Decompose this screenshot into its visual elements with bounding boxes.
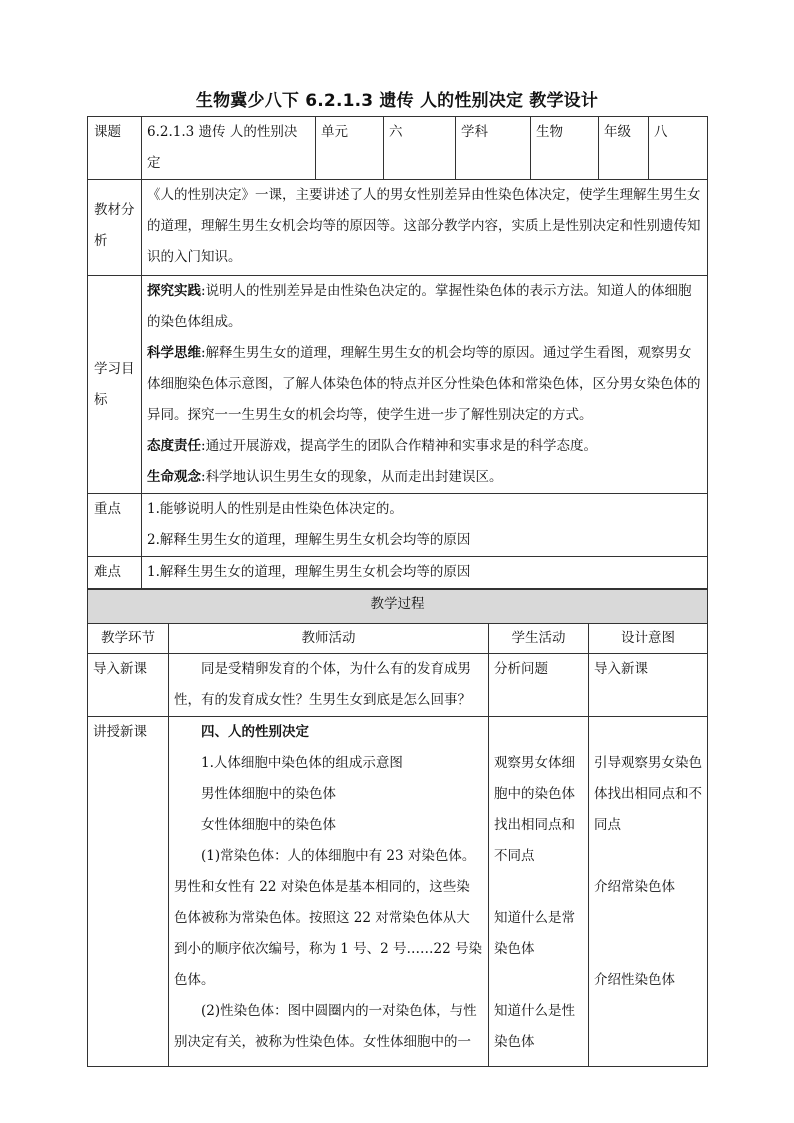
- keypoints-cell: [142, 494, 708, 557]
- stage-lecture: 讲授新课: [88, 717, 169, 1067]
- keypoint-item: 1.能够说明人的性别是由性染色体决定的。: [147, 501, 403, 517]
- lesson-info-table: [87, 116, 708, 589]
- objectives-cell: [142, 276, 708, 494]
- design-intent: 引导观察男女染色体找出相同点和不同点: [594, 755, 702, 833]
- unit-value: 六: [384, 117, 456, 180]
- teaching-process-table: [87, 589, 708, 1067]
- lecture-line: 1.人体细胞中染色体的组成示意图: [201, 755, 403, 771]
- keypoint-item: 2.解释生男生女的道理，理解生男生女机会均等的原因: [147, 532, 471, 548]
- topic-value: 6.2.1.3 遗传 人的性别决定: [142, 117, 316, 180]
- analysis-label: 教材分析: [88, 180, 142, 276]
- design-intro: 导入新课: [589, 654, 708, 717]
- student-lecture: [489, 717, 589, 1067]
- lecture-line: 男性体细胞中的染色体: [201, 786, 336, 802]
- design-intent: 介绍性染色体: [594, 972, 675, 988]
- grade-value: 八: [649, 117, 708, 180]
- student-intro: 分析问题: [489, 654, 589, 717]
- objective-item: 探究实践:说明人的性别差异是由性染色决定的。掌握性染色体的表示方法。知道人的体细胞的染色体组成。: [147, 283, 692, 330]
- objectives-label: 学习目标: [88, 276, 142, 494]
- unit-label: 单元: [316, 117, 384, 180]
- student-activity: 观察男女体细胞中的染色体找出相同点和不同点: [494, 755, 575, 864]
- design-lecture: [589, 717, 708, 1067]
- topic-label: 课题: [88, 117, 142, 180]
- subject-label: 学科: [456, 117, 531, 180]
- teacher-lecture: [169, 717, 489, 1067]
- stage-intro: 导入新课: [88, 654, 169, 717]
- lecture-heading: 四、人的性别决定: [201, 724, 309, 740]
- design-intent: 介绍常染色体: [594, 879, 675, 895]
- lecture-line: 女性体细胞中的染色体: [201, 817, 336, 833]
- lecture-paragraph: (1)常染色体：人的体细胞中有 23 对染色体。男性和女性有 22 对染色体是基本相同的，这些染色体被称为常染色体。按照这 22 对常染色体从大到小的顺序依次编号，称为 1 号、2 号……22 号染色体。: [174, 848, 483, 988]
- column-header: 教学环节: [88, 624, 169, 654]
- analysis-text: 《人的性别决定》一课，主要讲述了人的男女性别差异由性染色体决定，使学生理解生男生女的道理，理解生男生女机会均等的原因等。这部分教学内容，实质上是性别决定和性别遗传知识的入门知识。: [142, 180, 708, 276]
- column-header: 设计意图: [589, 624, 708, 654]
- objective-item: 科学思维:解释生男生女的道理，理解生男生女的机会均等的原因。通过学生看图，观察男女体细胞染色体示意图，了解人体染色体的特点并区分性染色体和常染色体，区分男女染色体的异同。探究一一生男生女的机会均等，使学生进一步了解性别决定的方式。: [147, 345, 701, 423]
- document-title: 生物冀少八下 6.2.1.3 遗传 人的性别决定 教学设计: [195, 91, 599, 111]
- difficulty-item: 1.解释生男生女的道理，理解生男生女机会均等的原因: [142, 557, 708, 589]
- subject-value: 生物: [531, 117, 599, 180]
- teacher-intro: 同是受精卵发育的个体，为什么有的发育成男性，有的发育成女性？生男生女到底是怎么回事？: [169, 654, 489, 717]
- process-header: 教学过程: [88, 590, 708, 624]
- difficulties-label: 难点: [88, 557, 142, 589]
- objective-item: 态度责任:通过开展游戏，提高学生的团队合作精神和实事求是的科学态度。: [147, 438, 598, 454]
- column-header: 教师活动: [169, 624, 489, 654]
- objective-item: 生命观念:科学地认识生男生女的现象，从而走出封建误区。: [147, 469, 503, 485]
- student-activity: 知道什么是性染色体: [494, 1003, 575, 1050]
- column-header: 学生活动: [489, 624, 589, 654]
- student-activity: 知道什么是常染色体: [494, 910, 575, 957]
- keypoints-label: 重点: [88, 494, 142, 557]
- lecture-paragraph: (2)性染色体：图中圆圈内的一对染色体，与性别决定有关，被称为性染色体。女性体细胞中的一: [174, 1003, 477, 1050]
- grade-label: 年级: [599, 117, 649, 180]
